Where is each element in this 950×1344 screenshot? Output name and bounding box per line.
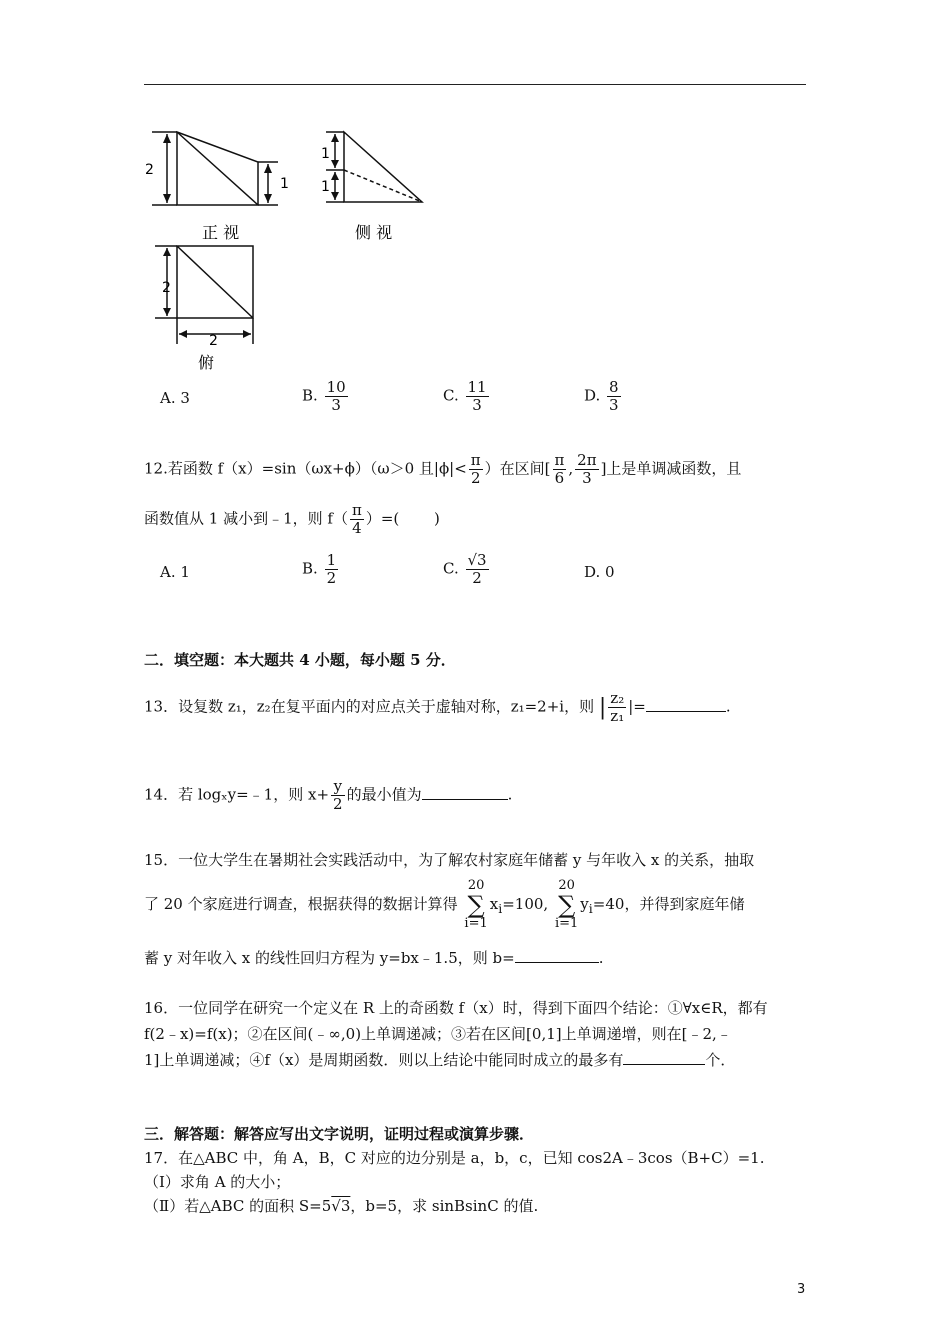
q15-line3: 蓄 y 对年收入 x 的线性回归方程为 y=bx﹣1.5，则 b= . [144,949,604,967]
front-right-dim: 1 [280,176,289,192]
q15-line2: 了 20 个家庭进行调查，根据获得的数据计算得 20 ∑ $i=1x_i=100$, 20 ∑ $i=1y_i=40$，并得到家庭年储 [144,878,745,931]
q17-line1: 17．在△ABC 中，角 A，B，C 对应的边分别是 a，b，c，已知 cos2A﹣3cos（B+C）=1. [144,1149,765,1167]
front-left-dim: 2 [145,162,154,178]
top-left-dim: 2 [162,280,171,296]
q12-option-c: C. $\frac{√3}{2}$ [443,551,487,587]
q12-option-d: D. 0 [584,563,615,581]
q16-line2: f(2﹣x)=f(x)；②在区间(﹣∞,0)上单调递减；③若在区间[0,1]上单调递增，则在[﹣2,﹣ [144,1025,732,1043]
section2-title: 二．填空题：本大题共 4 小题，每小题 5 分． [144,651,456,669]
q11-option-d: D. $\frac{8}{3}$ [584,378,619,414]
q12-option-a: A. 1 [160,563,190,581]
q16-line3: 1]上单调递减；④f（x）是周期函数．则以上结论中能同时成立的最多有 个． [144,1051,736,1069]
q15-line1: 15．一位大学生在暑期社会实践活动中，为了解农村家庭年储蓄 y 与年收入 x 的关系，抽取 [144,851,755,869]
q12-line2: 函数值从 1 减小到﹣1，则 f（ $\frac{\pi}{4}$ ）=( ) [144,501,440,537]
q17-part2: （Ⅱ）若△ABC 的面积 S=5√3，b=5，求 sinBsinC 的值. [144,1197,539,1215]
q12-option-b: B. $\frac{1}{2}$ [302,551,337,587]
three-view-figure [140,122,440,372]
top-view-label: 俯 [198,353,215,372]
q11-option-b: B. $\frac{10}{3}$ [302,378,346,414]
q17-part1: （Ⅰ）求角 A 的大小； [144,1173,291,1191]
header-rule [144,84,806,85]
q11-option-a: A. 3 [160,389,190,407]
q13: 13．设复数 z₁，z₂在复平面内的对应点关于虚轴对称，z₁=2+i，则 | $\frac{\text{z₂}}{\text{z₁}}$ |= . [144,689,731,725]
front-view-label: 正 视 [202,223,240,242]
q12-line1: 12.若函数 f（x）=sin（ωx+ϕ）（ω＞0 且|ϕ|< $\frac{\pi}{2}$ ）在区间[ $\frac{\pi}{6}$ , $\frac{2\pi}{3}$ ]上是单调减函数，且 [144,451,742,487]
q11-option-c: C. $\frac{11}{3}$ [443,378,487,414]
section3-title: 三．解答题：解答应写出文字说明，证明过程或演算步骤． [144,1125,535,1143]
side-lower-dim: 1 [321,179,330,195]
page-number: 3 [797,1282,806,1297]
top-bottom-dim: 2 [209,333,218,349]
side-view [326,132,422,202]
q14: 14．若 logₓy=﹣1，则 x+ $\frac{y}{2}$ 的最小值为 . [144,777,513,813]
side-upper-dim: 1 [321,146,330,162]
q16-line1: 16．一位同学在研究一个定义在 R 上的奇函数 f（x）时，得到下面四个结论：①∀x∈R，都有 [144,999,768,1017]
side-view-label: 侧 视 [355,223,393,242]
